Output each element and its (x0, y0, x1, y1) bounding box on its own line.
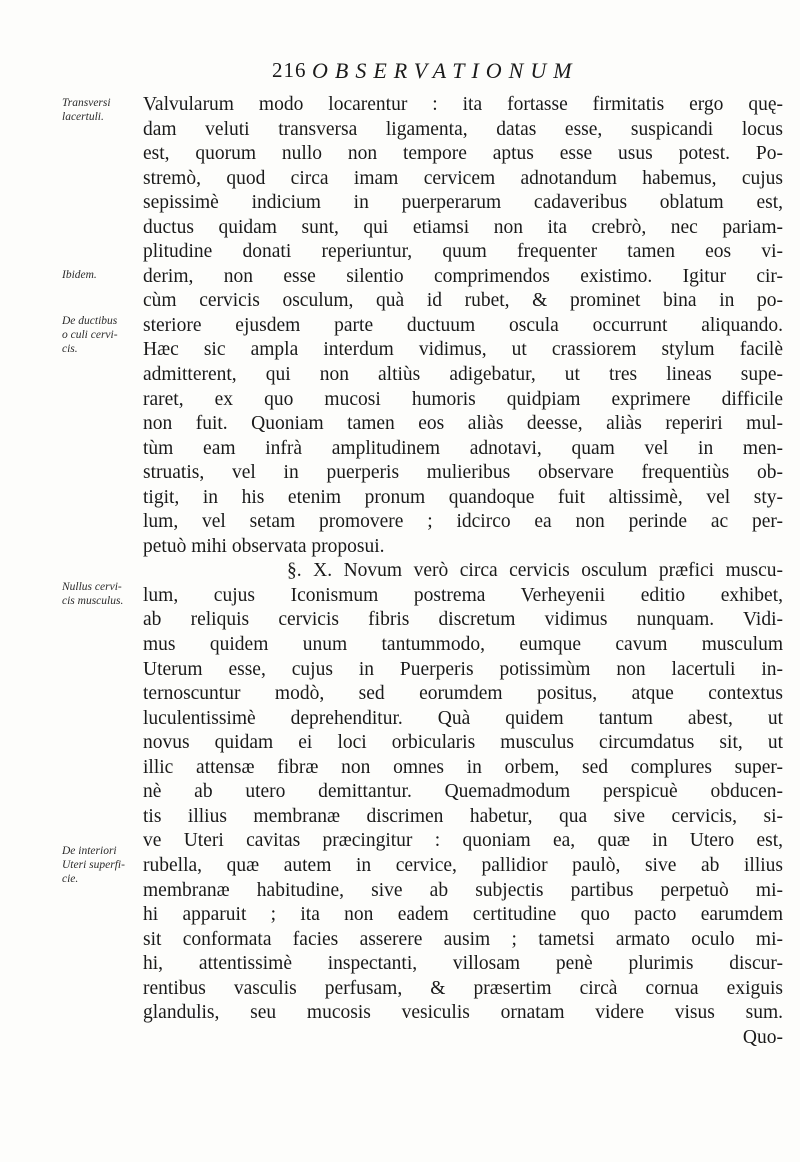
margin-note-line: De interiori (62, 845, 117, 857)
margin-note-nullus-musculus (62, 580, 140, 608)
text-line: raret, ex quo mucosi humoris quidpiam exprimere difficile (143, 388, 783, 410)
margin-note-line: o culi cervi- (62, 329, 118, 341)
margin-note-ibidem (62, 268, 140, 282)
text-line: est, quorum nullo non tempore aptus esse usus potest. Po- (143, 143, 783, 165)
running-head (200, 58, 760, 88)
text-line: novus quidam ei loci orbicularis musculus circumdatus sit, ut (143, 732, 783, 754)
text-line: hi apparuit ; ita non eadem certitudine quo pacto earumdem (143, 904, 783, 926)
text-line: illic attensæ fibræ non omnes in orbem, sed complures super- (143, 756, 783, 778)
margin-note-line: Ibidem. (62, 269, 97, 281)
text-line-section-start: §. X. Novum verò circa cervicis osculum præfici muscu- (287, 560, 783, 582)
text-line: tigit, in his etenim pronum quandoque fuit altissimè, vel sty- (143, 486, 783, 508)
text-line: non fuit. Quoniam tamen eos aliàs deesse, aliàs reperiri mul- (143, 413, 783, 435)
margin-note-line: cis. (62, 343, 78, 355)
text-line: sepissimè indicium in puerperarum cadaveribus oblatum est, (143, 192, 783, 214)
text-line: Valvularum modo locarentur : ita fortasse firmitatis ergo quę- (143, 94, 783, 115)
text-line: plitudine donati reperiuntur, quum frequenter tamen eos vi- (143, 241, 783, 263)
text-line: struatis, vel in puerperis mulieribus observare frequentiùs ob- (143, 462, 783, 484)
text-line: ab reliquis cervicis fibris discretum vidimus nunquam. Vidi- (143, 609, 783, 631)
margin-note-transversi-lacertuli (62, 96, 140, 124)
text-line: glandulis, seu mucosis vesiculis ornatam videre visus sum. (143, 1002, 783, 1024)
margin-note-line: De ductibus (62, 315, 118, 327)
text-line: stremò, quod circa imam cervicem adnotandum habemus, cujus (143, 167, 783, 189)
margin-notes (0, 0, 135, 1162)
margin-note-de-interiori-uteri (62, 844, 140, 886)
margin-note-line: cis musculus. (62, 595, 124, 607)
text-line: rentibus vasculis perfusam, & præsertim circà cornua exiguis (143, 977, 783, 999)
text-line: lum, vel setam promovere ; idcirco ea non perinde ac per- (143, 511, 783, 533)
text-line: sit conformata facies asserere ausim ; tametsi armato oculo mi- (143, 928, 783, 950)
margin-note-line: Nullus cervi- (62, 581, 122, 593)
text-line: rubella, quæ autem in cervice, pallidior paulò, sive ab illius (143, 854, 783, 876)
text-line: ternoscuntur modò, sed eorumdem positus, atque contextus (143, 683, 783, 705)
text-line: tùm eam infrà amplitudinem adnotavi, quam vel in men- (143, 437, 783, 459)
text-line: nè ab utero demittantur. Quemadmodum perspicuè obducen- (143, 781, 783, 803)
margin-note-de-ductibus (62, 314, 140, 356)
text-line: luculentissimè deprehenditur. Quà quidem tantum abest, ut (143, 707, 783, 729)
text-line: dam veluti transversa ligamenta, datas esse, suspicandi locus (143, 118, 783, 140)
text-line: tis illius membranæ discrimen habetur, qua sive cervicis, si- (143, 805, 783, 827)
text-line: ductus quidam sunt, qui etiamsi non ita crebrò, nec pariam- (143, 216, 783, 238)
running-title: OBSERVATIONUM (312, 58, 579, 83)
text-line: ve Uteri cavitas præcingitur : quoniam ea, quæ in Utero est, (143, 830, 783, 852)
text-line: steriore ejusdem parte ductuum oscula occurrunt aliquando. (143, 314, 783, 336)
text-line: mus quidem unum tantummodo, eumque cavum musculum (143, 634, 783, 656)
text-line: derim, non esse silentio comprimendos existimo. Igitur cir- (143, 265, 783, 287)
page-number: 216 (272, 58, 307, 82)
text-line: cùm cervicis osculum, quà id rubet, & prominet bina in po- (143, 290, 783, 312)
text-line-paragraph-end: petuò mihi observata proposui. (143, 535, 385, 557)
body-text (143, 93, 783, 1050)
margin-note-line: Transversi (62, 97, 111, 109)
text-line: Uterum esse, cujus in Puerperis potissimùm non lacertuli in- (143, 658, 783, 680)
margin-note-line: Uteri superfi- (62, 859, 125, 871)
text-line: Hæc sic ampla interdum vidimus, ut crassiorem stylum facilè (143, 339, 783, 361)
margin-note-line: cie. (62, 873, 79, 885)
margin-note-line: lacertuli. (62, 111, 104, 123)
text-line: lum, cujus Iconismum postrema Verheyenii editio exhibet, (143, 584, 783, 606)
text-line: admitterent, qui non altiùs adigebatur, ut tres lineas supe- (143, 364, 783, 386)
catchword: Quo- (742, 1026, 783, 1048)
text-line: hi, attentissimè inspectanti, villosam penè plurimis discur- (143, 953, 783, 975)
text-line: membranæ habitudine, sive ab subjectis partibus perpetuò mi- (143, 879, 783, 901)
